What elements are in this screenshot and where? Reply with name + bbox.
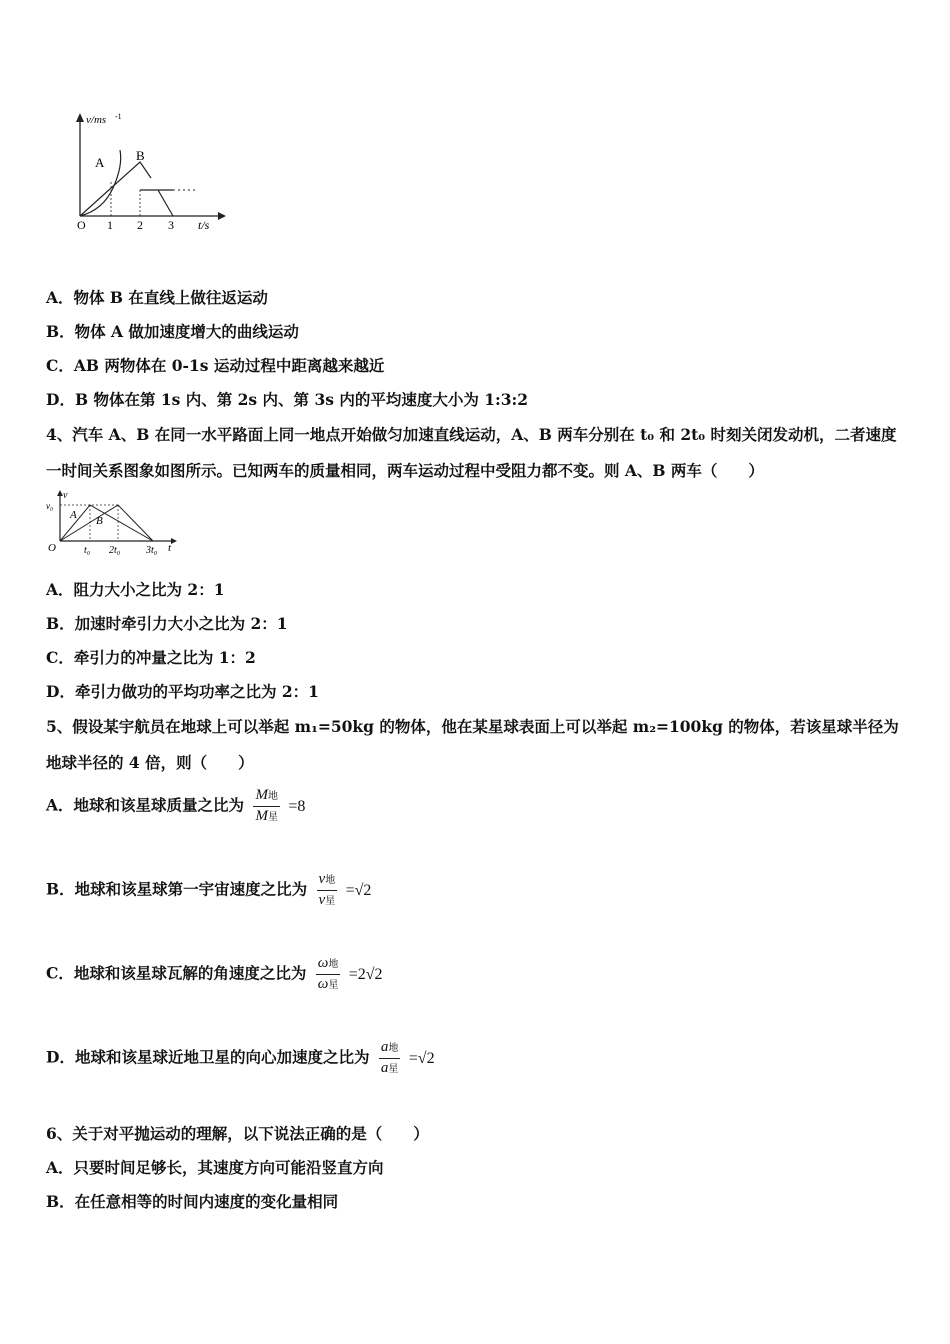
y-axis-sup: -1 xyxy=(115,112,122,121)
x-axis-label: t xyxy=(168,542,172,554)
label-b: B xyxy=(96,515,103,527)
origin-label: O xyxy=(48,542,56,554)
equation-rhs: =√2 xyxy=(345,881,372,899)
q4-option-c: C．牵引力的冲量之比为 1：2 xyxy=(46,648,256,667)
q4-stem-line-1: 4、汽车 A、B 在同一水平路面上同一地点开始做匀加速直线运动，A、B 两车分别在 t₀ 和 2t₀ 时刻关闭发动机，二者速度 xyxy=(46,425,897,444)
tick-3t0: 3t₀ xyxy=(146,545,158,556)
velocity-time-graph-1 xyxy=(68,110,228,235)
y-axis-label: v xyxy=(63,490,68,501)
tick-2: 2 xyxy=(137,218,143,232)
q3-option-c: C．AB 两物体在 0-1s 运动过程中距离越来越近 xyxy=(46,356,385,375)
v0-label: v₀ xyxy=(46,501,54,511)
q5-option-d xyxy=(46,1038,435,1079)
q6-option-a: A．只要时间足够长，其速度方向可能沿竖直方向 xyxy=(46,1158,384,1177)
origin-label: O xyxy=(77,218,86,232)
q4-option-a: A．阻力大小之比为 2：1 xyxy=(46,580,225,599)
q6-stem: 6、关于对平抛运动的理解，以下说法正确的是（ ） xyxy=(46,1124,429,1143)
q4-stem-line-2: 一时间关系图象如图所示。已知两车的质量相同，两车运动过程中受阻力都不变。则 A、B 两车（ ） xyxy=(46,461,764,480)
equation-rhs: =8 xyxy=(288,797,306,815)
tick-3: 3 xyxy=(168,218,174,232)
equation-rhs: =2√2 xyxy=(348,965,383,983)
q5-stem-line-2: 地球半径的 4 倍，则（ ） xyxy=(46,753,254,772)
label-a: A xyxy=(70,509,77,521)
fraction: $\frac{\text{ω地}}{\text{ω星}}$ xyxy=(317,955,339,992)
fraction: $\frac{\text{v地}}{\text{v星}}$ xyxy=(318,871,336,908)
q5-stem-line-1: 5、假设某宇航员在地球上可以举起 m₁=50kg 的物体，他在某星球表面上可以举起 m₂=100kg 的物体，若该星球半径为 xyxy=(46,717,899,736)
tick-2t0: 2t₀ xyxy=(109,545,121,556)
q5-option-a xyxy=(46,786,305,827)
q5-option-c xyxy=(46,954,383,995)
q3-option-b: B．物体 A 做加速度增大的曲线运动 xyxy=(46,322,299,341)
tick-t0: t₀ xyxy=(84,545,91,556)
q3-option-d: D．B 物体在第 1s 内、第 2s 内、第 3s 内的平均速度大小为 1:3:2 xyxy=(46,390,529,409)
fraction: $\frac{\text{a地}}{\text{a星}}$ xyxy=(380,1039,399,1076)
fraction: $\frac{\text{M地}}{\text{M星}}$ xyxy=(255,787,278,824)
y-axis-label: v/ms xyxy=(86,114,107,126)
q4-option-d: D．牵引力做功的平均功率之比为 2：1 xyxy=(46,682,319,701)
label-a: A xyxy=(95,155,105,170)
velocity-time-graph-2 xyxy=(44,488,184,558)
q5-option-b xyxy=(46,870,371,911)
option-text: A．地球和该星球质量之比为 xyxy=(46,795,245,815)
q3-option-a: A．物体 B 在直线上做往返运动 xyxy=(46,288,268,307)
option-text: C．地球和该星球瓦解的角速度之比为 xyxy=(46,963,307,983)
q4-option-b: B．加速时牵引力大小之比为 2：1 xyxy=(46,614,288,633)
q6-option-b: B．在任意相等的时间内速度的变化量相同 xyxy=(46,1192,339,1211)
option-text: D．地球和该星球近地卫星的向心加速度之比为 xyxy=(46,1047,370,1067)
label-b: B xyxy=(136,148,145,163)
tick-1: 1 xyxy=(107,218,113,232)
equation-rhs: =√2 xyxy=(408,1049,435,1067)
option-text: B．地球和该星球第一宇宙速度之比为 xyxy=(46,879,308,899)
x-axis-label: t/s xyxy=(198,218,210,232)
